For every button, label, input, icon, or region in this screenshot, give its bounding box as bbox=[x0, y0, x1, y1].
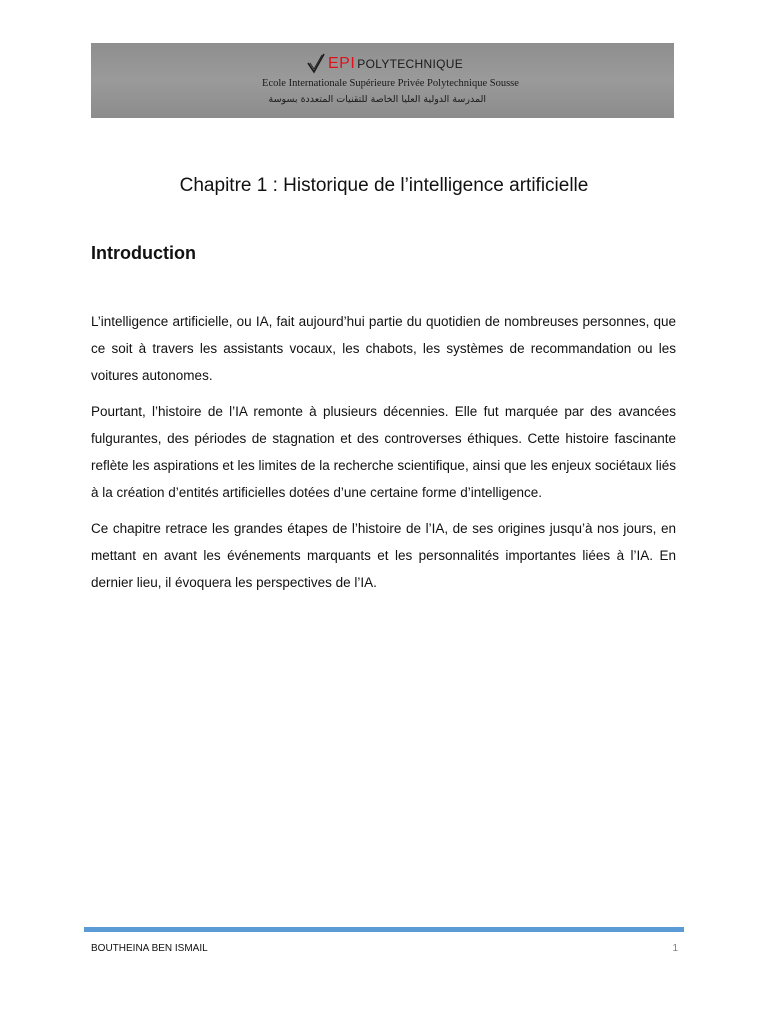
paragraph: L’intelligence artificielle, ou IA, fait aujourd’hui partie du quotidien de nombreuses personnes, que ce soit à travers les assistants vocaux, les chabots, les systèmes de recommandation ou les voitures autonomes. bbox=[91, 314, 676, 383]
brand-subtitle: POLYTECHNIQUE bbox=[357, 57, 463, 71]
paragraph: Ce chapitre retrace les grandes étapes de l’histoire de l’IA, de ses origines jusqu’à nos jours, en mettant en avant les événements marquants et les personnalités importantes liées à l’IA. En dernier lieu, il évoquera les perspectives de l’IA. bbox=[91, 521, 676, 590]
checkmark-icon bbox=[306, 53, 326, 75]
school-name-arabic: المدرسة الدولية العليا الخاصة للتقنيات المتعددة بسوسة bbox=[268, 94, 486, 105]
school-logo bbox=[306, 53, 463, 75]
footer-rule bbox=[84, 927, 684, 932]
brand-name: EPI bbox=[328, 55, 356, 72]
body-text bbox=[91, 308, 676, 605]
header-banner bbox=[91, 43, 674, 118]
footer-author: BOUTHEINA BEN ISMAIL bbox=[91, 943, 208, 954]
paragraph: Pourtant, l’histoire de l’IA remonte à plusieurs décennies. Elle fut marquée par des avancées fulgurantes, des périodes de stagnation et des controverses éthiques. Cette histoire fascinante reflète les aspirations et les limites de la recherche scientifique, ainsi que les enjeux sociétaux liés à la création d’entités artificielles dotées d’une certaine forme d’intelligence. bbox=[91, 404, 676, 500]
chapter-title: Chapitre 1 : Historique de l’intelligence artificielle bbox=[179, 175, 589, 196]
page-number: 1 bbox=[672, 943, 678, 954]
section-heading: Introduction bbox=[91, 243, 196, 263]
school-name-french: Ecole Internationale Supérieure Privée Polytechnique Sousse bbox=[262, 78, 519, 89]
